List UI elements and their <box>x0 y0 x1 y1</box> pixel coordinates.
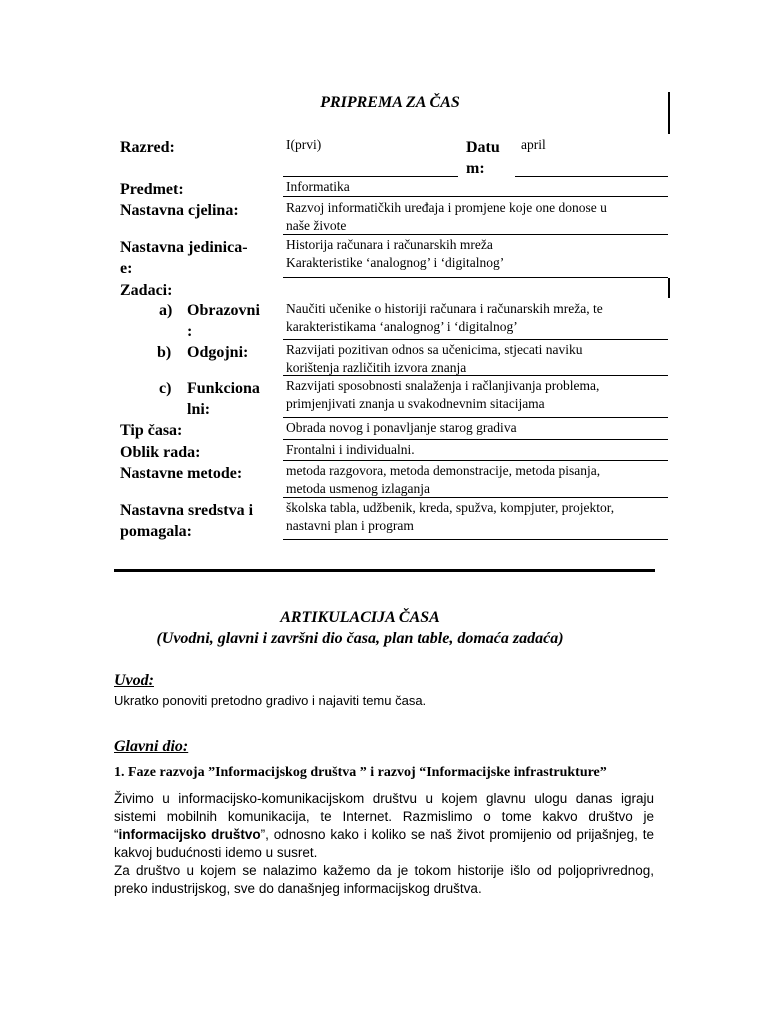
funkcionalni-label-line2: lni: <box>187 401 211 418</box>
odgojni-line <box>283 375 668 376</box>
datum-label <box>466 137 500 179</box>
jedinica-value <box>286 236 666 272</box>
metode-label: Nastavne metode: <box>120 465 243 482</box>
oblik-line <box>283 460 668 461</box>
datum-label-line1: Datu <box>466 139 500 156</box>
razred-value: I(prvi) <box>286 137 322 152</box>
glavni-subheading: 1. Faze razvoja ”Informacijskog društva ” i razvoj “Informacijske infrastrukture” <box>114 765 607 780</box>
odgojni-value-line2: korištenja različitih izvora znanja <box>286 360 467 375</box>
paragraph-1-part-b: ”, odnosno kako i koliko se naš život promijenio od prijašnjeg, te kakvoj budućnosti idemo u susret. <box>114 827 654 860</box>
datum-line <box>515 176 668 177</box>
obrazovni-marker: a) <box>159 302 173 319</box>
paragraph-1-part-a: Živimo u informacijsko-komunikacijskom društvu u kojem glavnu ulogu danas igraju sistemi mobilnih komunikacija, te Internet. Razmislimo o tome kakvo društvo je “ <box>114 791 654 842</box>
tip-value: Obrada novog i ponavljanje starog gradiva <box>286 420 517 435</box>
obrazovni-value <box>286 300 666 336</box>
paragraph-2: Za društvo u kojem se nalazimo kažemo da je tokom historije išlo od poljoprivrednog, preko industrijskog, sve do današnjeg informacijskog društva. <box>114 863 654 896</box>
funkcionalni-value <box>286 377 666 413</box>
funkcionalni-value-line1: Razvijati sposobnosti snalaženja i račlanjivanja problema, <box>286 378 600 393</box>
page-title: PRIPREMA ZA ČAS <box>320 94 460 111</box>
sredstva-line <box>283 539 668 540</box>
zadaci-label: Zadaci: <box>120 282 173 299</box>
razred-label: Razred: <box>120 139 175 156</box>
obrazovni-line <box>283 339 668 340</box>
articulation-title: ARTIKULACIJA ČASA <box>280 609 440 626</box>
jedinica-label-line2: e: <box>120 260 133 277</box>
glavni-heading: Glavni dio: <box>114 738 189 755</box>
cjelina-line <box>283 234 668 235</box>
metode-value-line2: metoda usmenog izlaganja <box>286 481 430 496</box>
obrazovni-label-line2: : <box>187 323 193 340</box>
sredstva-label-line1: Nastavna sredstva i <box>120 502 254 519</box>
edge-bar-top <box>668 92 670 134</box>
funkcionalni-value-line2: primjenjivati znanja u svakodnevnim sitacijama <box>286 396 545 411</box>
predmet-line <box>283 196 668 197</box>
jedinica-label <box>120 237 248 279</box>
cjelina-value-line2: naše živote <box>286 218 347 233</box>
metode-value <box>286 462 666 498</box>
odgojni-value-line1: Razvijati pozitivan odnos sa učenicima, stjecati naviku <box>286 342 583 357</box>
sredstva-value <box>286 499 666 535</box>
jedinica-value-line1: Historija računara i računarskih mreža <box>286 237 493 252</box>
obrazovni-label <box>187 300 260 342</box>
articulation-subtitle: (Uvodni, glavni i završni dio časa, plan table, domaća zadaća) <box>156 630 564 647</box>
sredstva-value-line2: nastavni plan i program <box>286 518 414 533</box>
datum-value: april <box>521 137 546 152</box>
cjelina-value-line1: Razvoj informatičkih uređaja i promjene koje one donose u <box>286 200 607 215</box>
tip-label: Tip časa: <box>120 422 183 439</box>
odgojni-marker: b) <box>157 344 172 361</box>
metode-line <box>283 497 668 498</box>
cjelina-value <box>286 199 666 235</box>
paragraph-1-bold: informacijsko društvo <box>118 827 261 842</box>
paragraph-1 <box>114 790 654 862</box>
obrazovni-value-line1: Naučiti učenike o historiji računara i računarskih mreža, te <box>286 301 603 316</box>
jedinica-line <box>283 277 668 278</box>
predmet-value: Informatika <box>286 179 350 194</box>
sredstva-label <box>120 500 253 542</box>
edge-bar-mid <box>668 278 670 298</box>
metode-value-line1: metoda razgovora, metoda demonstracije, metoda pisanja, <box>286 463 601 478</box>
funkcionalni-line <box>283 417 668 418</box>
uvod-heading: Uvod: <box>114 672 154 689</box>
tip-line <box>283 439 668 440</box>
funkcionalni-label <box>187 378 260 420</box>
sredstva-label-line2: pomagala: <box>120 523 192 540</box>
obrazovni-value-line2: karakteristikama ‘analognog’ i ‘digitalnog’ <box>286 319 518 334</box>
oblik-value: Frontalni i individualni. <box>286 442 415 457</box>
oblik-label: Oblik rada: <box>120 444 201 461</box>
funkcionalni-label-line1: Funkciona <box>187 380 260 397</box>
uvod-text: Ukratko ponoviti pretodno gradivo i najaviti temu časa. <box>114 693 427 708</box>
jedinica-label-line1: Nastavna jedinica- <box>120 239 248 256</box>
predmet-label: Predmet: <box>120 181 184 198</box>
odgojni-label: Odgojni: <box>187 344 249 361</box>
odgojni-value <box>286 341 666 377</box>
obrazovni-label-line1: Obrazovni <box>187 302 260 319</box>
cjelina-label: Nastavna cjelina: <box>120 202 239 219</box>
section-separator <box>114 569 655 572</box>
sredstva-value-line1: školska tabla, udžbenik, kreda, spužva, kompjuter, projektor, <box>286 500 615 515</box>
glavni-paragraphs <box>114 790 654 898</box>
jedinica-value-line2: Karakteristike ‘analognog’ i ‘digitalnog’ <box>286 255 505 270</box>
funkcionalni-marker: c) <box>159 380 172 397</box>
razred-line <box>283 176 458 177</box>
datum-label-line2: m: <box>466 160 485 177</box>
